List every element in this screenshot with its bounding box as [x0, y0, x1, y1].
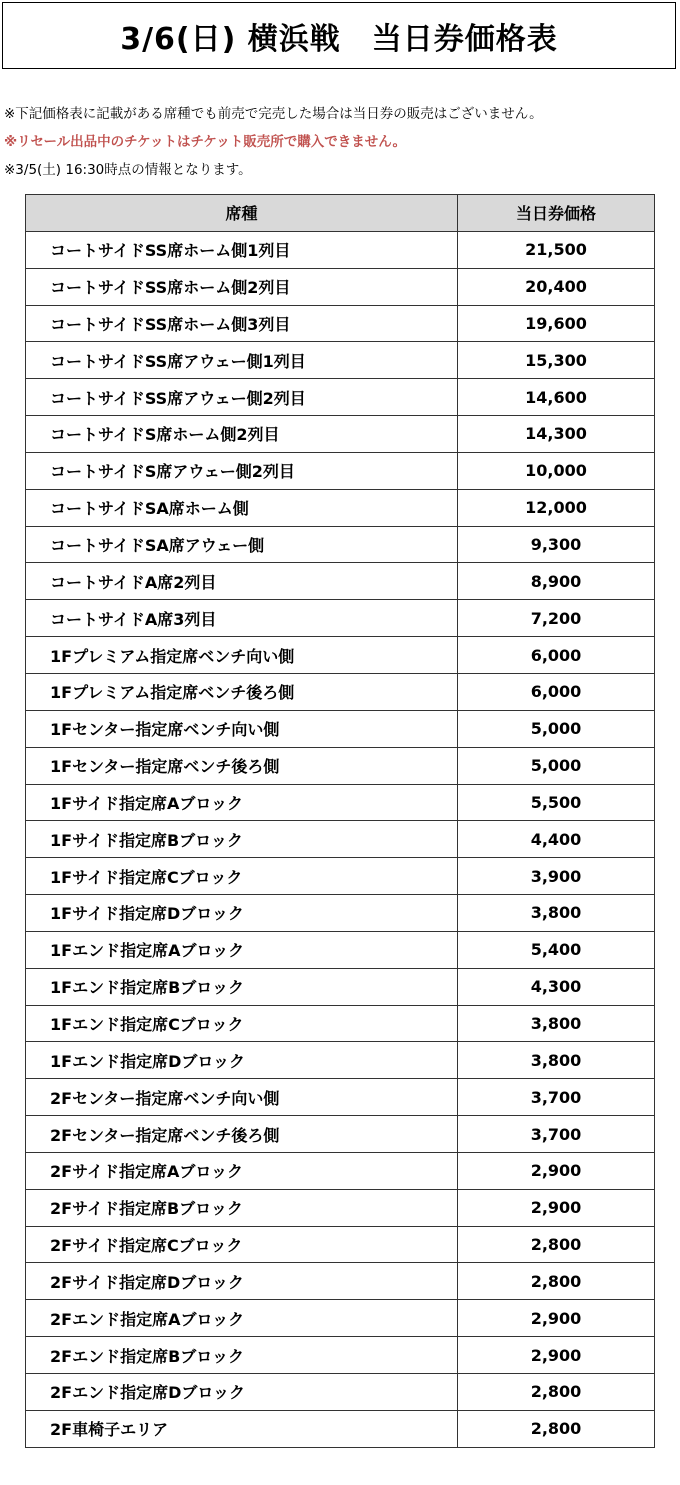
- seat-type-cell: 1Fサイド指定席Bブロック: [26, 821, 458, 858]
- seat-type-cell: コートサイドSS席アウェー側2列目: [26, 379, 458, 416]
- seat-type-cell: 1Fプレミアム指定席ベンチ向い側: [26, 637, 458, 674]
- seat-type-cell: 1Fエンド指定席Cブロック: [26, 1005, 458, 1042]
- price-cell: 2,800: [458, 1374, 655, 1411]
- table-row: [26, 1410, 655, 1447]
- price-cell: 3,800: [458, 1042, 655, 1079]
- price-table-body: [26, 231, 655, 1447]
- table-row: [26, 489, 655, 526]
- table-row: [26, 821, 655, 858]
- price-cell: 6,000: [458, 637, 655, 674]
- table-row: [26, 526, 655, 563]
- seat-type-cell: 1Fエンド指定席Aブロック: [26, 931, 458, 968]
- seat-type-cell: 2Fサイド指定席Dブロック: [26, 1263, 458, 1300]
- price-cell: 5,500: [458, 784, 655, 821]
- table-row: [26, 1005, 655, 1042]
- seat-type-cell: コートサイドSA席ホーム側: [26, 489, 458, 526]
- price-cell: 7,200: [458, 600, 655, 637]
- price-cell: 5,400: [458, 931, 655, 968]
- seat-type-cell: 1Fプレミアム指定席ベンチ後ろ側: [26, 673, 458, 710]
- seat-type-cell: 2Fセンター指定席ベンチ向い側: [26, 1079, 458, 1116]
- table-row: [26, 342, 655, 379]
- header-price: 当日券価格: [458, 195, 655, 232]
- table-row: [26, 1337, 655, 1374]
- page-title: 3/6(日) 横浜戦 当日券価格表: [2, 2, 676, 69]
- price-cell: 5,000: [458, 710, 655, 747]
- price-cell: 3,900: [458, 858, 655, 895]
- seat-type-cell: 2Fセンター指定席ベンチ後ろ側: [26, 1116, 458, 1153]
- price-cell: 2,900: [458, 1152, 655, 1189]
- table-row: [26, 1263, 655, 1300]
- seat-type-cell: コートサイドS席ホーム側2列目: [26, 416, 458, 453]
- price-cell: 4,300: [458, 968, 655, 1005]
- table-header-row: [26, 195, 655, 232]
- price-cell: 19,600: [458, 305, 655, 342]
- seat-type-cell: 1Fセンター指定席ベンチ後ろ側: [26, 747, 458, 784]
- table-row: [26, 710, 655, 747]
- price-cell: 21,500: [458, 231, 655, 268]
- seat-type-cell: コートサイドA席3列目: [26, 600, 458, 637]
- seat-type-cell: 2Fエンド指定席Aブロック: [26, 1300, 458, 1337]
- table-row: [26, 637, 655, 674]
- price-cell: 2,900: [458, 1337, 655, 1374]
- table-row: [26, 305, 655, 342]
- seat-type-cell: 1Fエンド指定席Bブロック: [26, 968, 458, 1005]
- note-sold-out: ※下記価格表に記載がある席種でも前売で完売した場合は当日券の販売はございません。: [4, 106, 543, 122]
- table-row: [26, 600, 655, 637]
- table-row: [26, 231, 655, 268]
- price-cell: 14,300: [458, 416, 655, 453]
- price-cell: 4,400: [458, 821, 655, 858]
- table-row: [26, 563, 655, 600]
- table-row: [26, 747, 655, 784]
- seat-type-cell: コートサイドS席アウェー側2列目: [26, 452, 458, 489]
- price-cell: 2,900: [458, 1189, 655, 1226]
- seat-type-cell: コートサイドSS席ホーム側1列目: [26, 231, 458, 268]
- price-cell: 3,800: [458, 895, 655, 932]
- seat-type-cell: 2Fサイド指定席Bブロック: [26, 1189, 458, 1226]
- table-row: [26, 1300, 655, 1337]
- table-row: [26, 1374, 655, 1411]
- seat-type-cell: 1Fサイド指定席Aブロック: [26, 784, 458, 821]
- table-row: [26, 1189, 655, 1226]
- table-row: [26, 673, 655, 710]
- seat-type-cell: 2Fエンド指定席Dブロック: [26, 1374, 458, 1411]
- note-resale-warning: ※リセール出品中のチケットはチケット販売所で購入できません。: [4, 134, 407, 150]
- table-row: [26, 858, 655, 895]
- seat-type-cell: 2Fエンド指定席Bブロック: [26, 1337, 458, 1374]
- price-cell: 15,300: [458, 342, 655, 379]
- table-row: [26, 968, 655, 1005]
- price-cell: 12,000: [458, 489, 655, 526]
- header-seat-type: 席種: [26, 195, 458, 232]
- note-info-timestamp: ※3/5(土) 16:30時点の情報となります。: [4, 162, 252, 178]
- table-row: [26, 379, 655, 416]
- price-cell: 2,900: [458, 1300, 655, 1337]
- price-cell: 3,700: [458, 1079, 655, 1116]
- seat-type-cell: コートサイドSS席アウェー側1列目: [26, 342, 458, 379]
- seat-type-cell: 2Fサイド指定席Cブロック: [26, 1226, 458, 1263]
- seat-type-cell: 1Fサイド指定席Dブロック: [26, 895, 458, 932]
- table-row: [26, 268, 655, 305]
- price-cell: 3,700: [458, 1116, 655, 1153]
- table-row: [26, 784, 655, 821]
- price-cell: 2,800: [458, 1410, 655, 1447]
- seat-type-cell: 2F車椅子エリア: [26, 1410, 458, 1447]
- seat-type-cell: コートサイドSS席ホーム側3列目: [26, 305, 458, 342]
- table-row: [26, 1226, 655, 1263]
- price-cell: 8,900: [458, 563, 655, 600]
- table-row: [26, 895, 655, 932]
- price-cell: 3,800: [458, 1005, 655, 1042]
- seat-type-cell: 2Fサイド指定席Aブロック: [26, 1152, 458, 1189]
- price-cell: 5,000: [458, 747, 655, 784]
- seat-type-cell: 1Fエンド指定席Dブロック: [26, 1042, 458, 1079]
- table-row: [26, 1079, 655, 1116]
- price-cell: 6,000: [458, 673, 655, 710]
- table-row: [26, 931, 655, 968]
- price-cell: 2,800: [458, 1226, 655, 1263]
- seat-type-cell: コートサイドSA席アウェー側: [26, 526, 458, 563]
- seat-type-cell: 1Fサイド指定席Cブロック: [26, 858, 458, 895]
- price-cell: 14,600: [458, 379, 655, 416]
- seat-type-cell: 1Fセンター指定席ベンチ向い側: [26, 710, 458, 747]
- seat-type-cell: コートサイドA席2列目: [26, 563, 458, 600]
- seat-type-cell: コートサイドSS席ホーム側2列目: [26, 268, 458, 305]
- price-cell: 10,000: [458, 452, 655, 489]
- table-row: [26, 1152, 655, 1189]
- table-row: [26, 1042, 655, 1079]
- price-table: [25, 194, 655, 1448]
- notes-section: [4, 100, 676, 184]
- table-row: [26, 452, 655, 489]
- price-cell: 9,300: [458, 526, 655, 563]
- price-cell: 2,800: [458, 1263, 655, 1300]
- price-cell: 20,400: [458, 268, 655, 305]
- table-row: [26, 1116, 655, 1153]
- table-row: [26, 416, 655, 453]
